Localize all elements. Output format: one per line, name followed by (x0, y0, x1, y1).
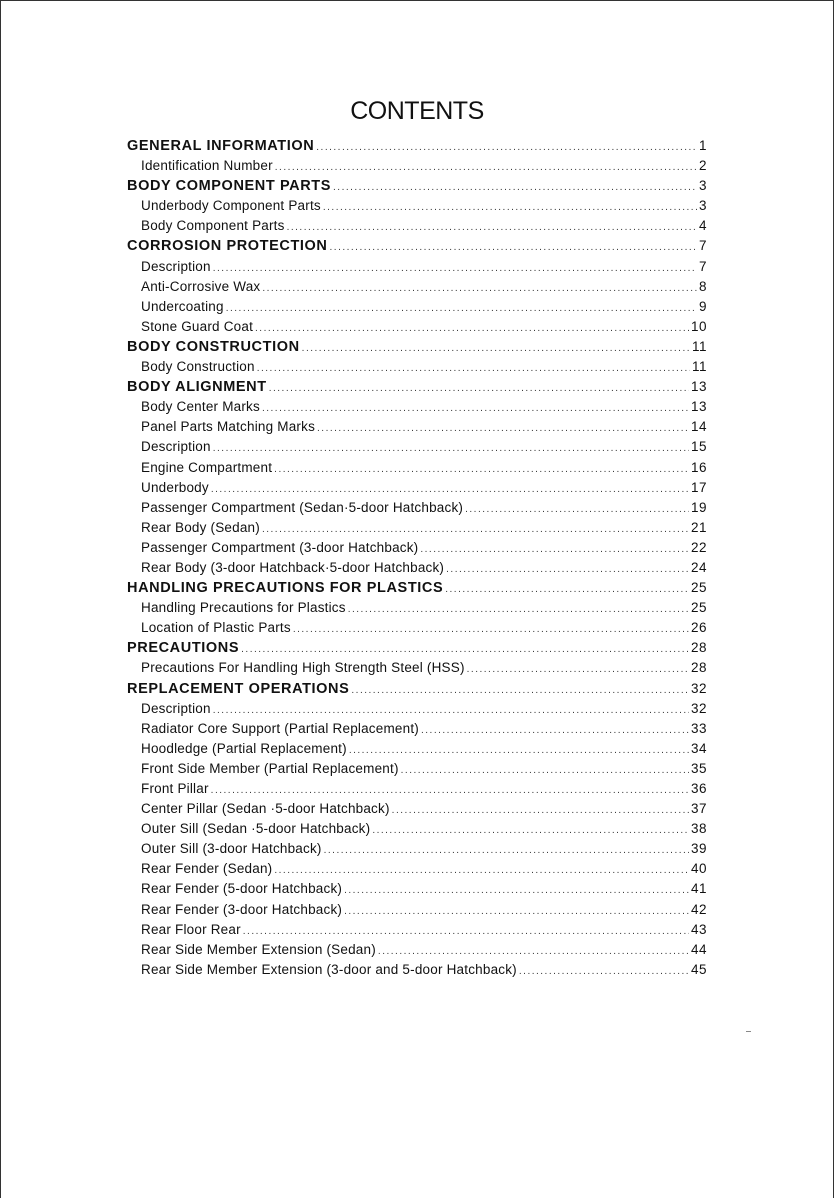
dot-leader (269, 379, 689, 399)
toc-page-number: 22 (690, 539, 707, 555)
dot-leader (372, 821, 689, 841)
dot-leader (324, 841, 689, 861)
toc-subsection-entry (127, 498, 707, 518)
dot-leader (317, 419, 689, 439)
dot-leader (401, 761, 689, 781)
toc-subsection-entry (127, 739, 707, 759)
toc-section-entry (127, 236, 707, 256)
dot-leader (467, 660, 689, 680)
toc-page-number: 39 (690, 841, 707, 857)
toc-subsection-entry (127, 799, 707, 819)
toc-entry-label: Radiator Core Support (Partial Replacement) (141, 720, 419, 736)
dot-leader (445, 580, 689, 600)
toc-entry-label: Underbody (141, 479, 209, 495)
toc-page-number: 33 (690, 720, 707, 736)
toc-page-number: 4 (698, 218, 707, 234)
toc-entry-label: Rear Side Member Extension (Sedan) (141, 941, 376, 957)
dot-leader (333, 178, 697, 198)
toc-entry-label: BODY CONSTRUCTION (127, 338, 300, 355)
toc-subsection-entry (127, 879, 707, 899)
toc-entry-label: Rear Side Member Extension (3-door and 5-door Hatchback) (141, 961, 517, 977)
toc-page-number: 17 (690, 479, 707, 495)
toc-subsection-entry (127, 437, 707, 457)
toc-entry-label: Body Construction (141, 359, 255, 375)
toc-page-number: 16 (690, 459, 707, 475)
dot-leader (519, 962, 689, 982)
dot-leader (275, 158, 697, 178)
toc-page-number: 7 (698, 258, 707, 274)
toc-subsection-entry (127, 216, 707, 236)
toc-section-entry (127, 136, 707, 156)
toc-page-number: 38 (690, 821, 707, 837)
toc-page-number: 24 (690, 559, 707, 575)
toc-entry-label: Engine Compartment (141, 459, 273, 475)
dot-leader (213, 439, 689, 459)
dot-leader (211, 480, 689, 500)
dot-leader (378, 942, 689, 962)
toc-page-number: 37 (690, 801, 707, 817)
toc-page-number: 45 (690, 961, 707, 977)
dot-leader (465, 500, 689, 520)
toc-page-number: 28 (690, 660, 707, 676)
dot-leader (421, 721, 689, 741)
toc-entry-label: REPLACEMENT OPERATIONS (127, 680, 350, 697)
toc-page-number: 7 (698, 238, 707, 254)
dot-leader (330, 238, 697, 258)
toc-subsection-entry (127, 417, 707, 437)
toc-page-number: 11 (691, 338, 707, 354)
toc-page-number: 40 (690, 861, 707, 877)
dot-leader (262, 520, 689, 540)
toc-page-number: 13 (690, 379, 707, 395)
dot-leader (287, 218, 697, 238)
dot-leader (351, 681, 689, 701)
toc-entry-label: Passenger Compartment (Sedan·5-door Hatchback) (141, 499, 464, 515)
toc-section-entry (127, 176, 707, 196)
toc-subsection-entry (127, 297, 707, 317)
toc-entry-label: BODY COMPONENT PARTS (127, 178, 332, 195)
toc-page-number: 3 (698, 198, 707, 214)
toc-entry-label: HANDLING PRECAUTIONS FOR PLASTICS (127, 580, 444, 597)
toc-entry-label: Stone Guard Coat (141, 318, 254, 334)
dot-leader (293, 620, 689, 640)
toc-entry-label: BODY ALIGNMENT (127, 379, 267, 396)
toc-subsection-entry (127, 759, 707, 779)
toc-entry-label: Anti-Corrosive Wax (141, 278, 261, 294)
toc-entry-label: Rear Floor Rear (141, 921, 241, 937)
toc-entry-label: Rear Body (3-door Hatchback·5-door Hatchback) (141, 559, 445, 575)
toc-page-number: 32 (690, 680, 707, 696)
dot-leader (226, 299, 697, 319)
toc-page-number: 28 (690, 640, 707, 656)
toc-subsection-entry (127, 277, 707, 297)
dot-leader (344, 881, 689, 901)
toc-subsection-entry (127, 839, 707, 859)
toc-entry-label: GENERAL INFORMATION (127, 138, 315, 154)
dot-leader (241, 640, 689, 660)
toc-page-number: 36 (690, 781, 707, 796)
dot-leader (274, 460, 689, 480)
toc-subsection-entry (127, 940, 707, 960)
toc-subsection-entry (127, 397, 707, 417)
toc-entry-label: Body Center Marks (141, 399, 260, 415)
toc-page-number: 15 (690, 439, 707, 455)
toc-entry-label: Front Side Member (Partial Replacement) (141, 760, 399, 776)
toc-page-number: 11 (691, 359, 707, 375)
toc-subsection-entry (127, 719, 707, 739)
toc-entry-label: Passenger Compartment (3-door Hatchback) (141, 539, 419, 555)
toc-subsection-entry (127, 819, 707, 839)
toc-entry-label: PRECAUTIONS (127, 640, 240, 657)
toc-subsection-entry (127, 779, 707, 799)
dot-leader (257, 359, 690, 379)
dot-leader (349, 741, 689, 761)
toc-page-number: 32 (690, 700, 707, 716)
toc-entry-label: Rear Fender (3-door Hatchback) (141, 901, 343, 917)
toc-subsection-entry (127, 458, 707, 478)
toc-page-number: 8 (698, 278, 707, 294)
toc-page-number: 3 (698, 178, 707, 194)
table-of-contents (127, 136, 707, 980)
toc-subsection-entry (127, 518, 707, 538)
toc-page-number: 25 (690, 600, 707, 616)
dot-leader (420, 540, 689, 560)
dot-leader (255, 319, 689, 339)
toc-subsection-entry (127, 900, 707, 920)
toc-page-number: 21 (690, 519, 707, 535)
toc-subsection-entry (127, 618, 707, 638)
toc-page-number: 14 (690, 419, 707, 435)
toc-page-number: 25 (690, 580, 707, 596)
dot-leader (211, 781, 689, 801)
toc-entry-label: Body Component Parts (141, 218, 285, 234)
dot-leader (213, 259, 697, 279)
dot-leader (243, 922, 689, 942)
toc-subsection-entry (127, 257, 707, 277)
toc-subsection-entry (127, 960, 707, 980)
toc-page-number: 44 (690, 941, 707, 957)
dot-leader (262, 279, 697, 299)
toc-subsection-entry (127, 156, 707, 176)
toc-entry-label: Undercoating (141, 298, 224, 314)
toc-page-number: 2 (698, 158, 707, 174)
toc-subsection-entry (127, 538, 707, 558)
page-title: CONTENTS (350, 96, 484, 125)
toc-subsection-entry (127, 558, 707, 578)
dot-leader (392, 801, 689, 821)
toc-entry-label: Precautions For Handling High Strength Steel (HSS) (141, 660, 465, 676)
dot-leader (323, 198, 697, 218)
toc-entry-label: Hoodledge (Partial Replacement) (141, 740, 347, 756)
toc-subsection-entry (127, 196, 707, 216)
toc-subsection-entry (127, 859, 707, 879)
toc-subsection-entry (127, 598, 707, 618)
toc-page-number: 34 (690, 740, 707, 756)
dot-leader (348, 600, 689, 620)
dot-leader (262, 399, 689, 419)
toc-entry-label: CORROSION PROTECTION (127, 238, 328, 255)
toc-page-number: 42 (690, 901, 707, 917)
toc-entry-label: Description (141, 258, 211, 274)
toc-subsection-entry (127, 317, 707, 337)
dot-leader (213, 701, 689, 721)
toc-entry-label: Identification Number (141, 158, 273, 174)
toc-section-entry (127, 638, 707, 658)
toc-entry-label: Description (141, 700, 211, 716)
toc-page-number: 9 (698, 298, 707, 314)
toc-page-number: 35 (690, 760, 707, 776)
toc-entry-label: Outer Sill (3-door Hatchback) (141, 841, 322, 857)
toc-entry-label: Description (141, 439, 211, 455)
toc-entry-label: Rear Fender (5-door Hatchback) (141, 881, 343, 897)
scan-mark (746, 1031, 751, 1032)
toc-page-number: 26 (690, 620, 707, 636)
toc-subsection-entry (127, 658, 707, 678)
toc-entry-label: Location of Plastic Parts (141, 620, 291, 636)
dot-leader (344, 902, 689, 922)
toc-subsection-entry (127, 357, 707, 377)
toc-page-number: 19 (690, 499, 707, 515)
toc-section-entry (127, 679, 707, 699)
toc-entry-label: Front Pillar (141, 781, 209, 796)
toc-entry-label: Outer Sill (Sedan ·5-door Hatchback) (141, 821, 371, 837)
toc-section-entry (127, 337, 707, 357)
toc-entry-label: Underbody Component Parts (141, 198, 321, 214)
toc-page-number: 41 (690, 881, 707, 897)
dot-leader (446, 560, 689, 580)
toc-page-number: 43 (690, 921, 707, 937)
toc-subsection-entry (127, 478, 707, 498)
toc-page-number: 13 (690, 399, 707, 415)
toc-section-entry (127, 578, 707, 598)
toc-entry-label: Rear Body (Sedan) (141, 519, 260, 535)
toc-page-number: 1 (698, 138, 707, 153)
toc-section-entry (127, 377, 707, 397)
toc-entry-label: Handling Precautions for Plastics (141, 600, 346, 616)
dot-leader (302, 339, 690, 359)
toc-subsection-entry (127, 699, 707, 719)
dot-leader (316, 138, 697, 158)
toc-entry-label: Rear Fender (Sedan) (141, 861, 273, 877)
toc-entry-label: Center Pillar (Sedan ·5-door Hatchback) (141, 801, 390, 817)
toc-page-number: 10 (690, 318, 707, 334)
toc-entry-label: Panel Parts Matching Marks (141, 419, 316, 435)
dot-leader (274, 861, 689, 881)
toc-subsection-entry (127, 920, 707, 940)
